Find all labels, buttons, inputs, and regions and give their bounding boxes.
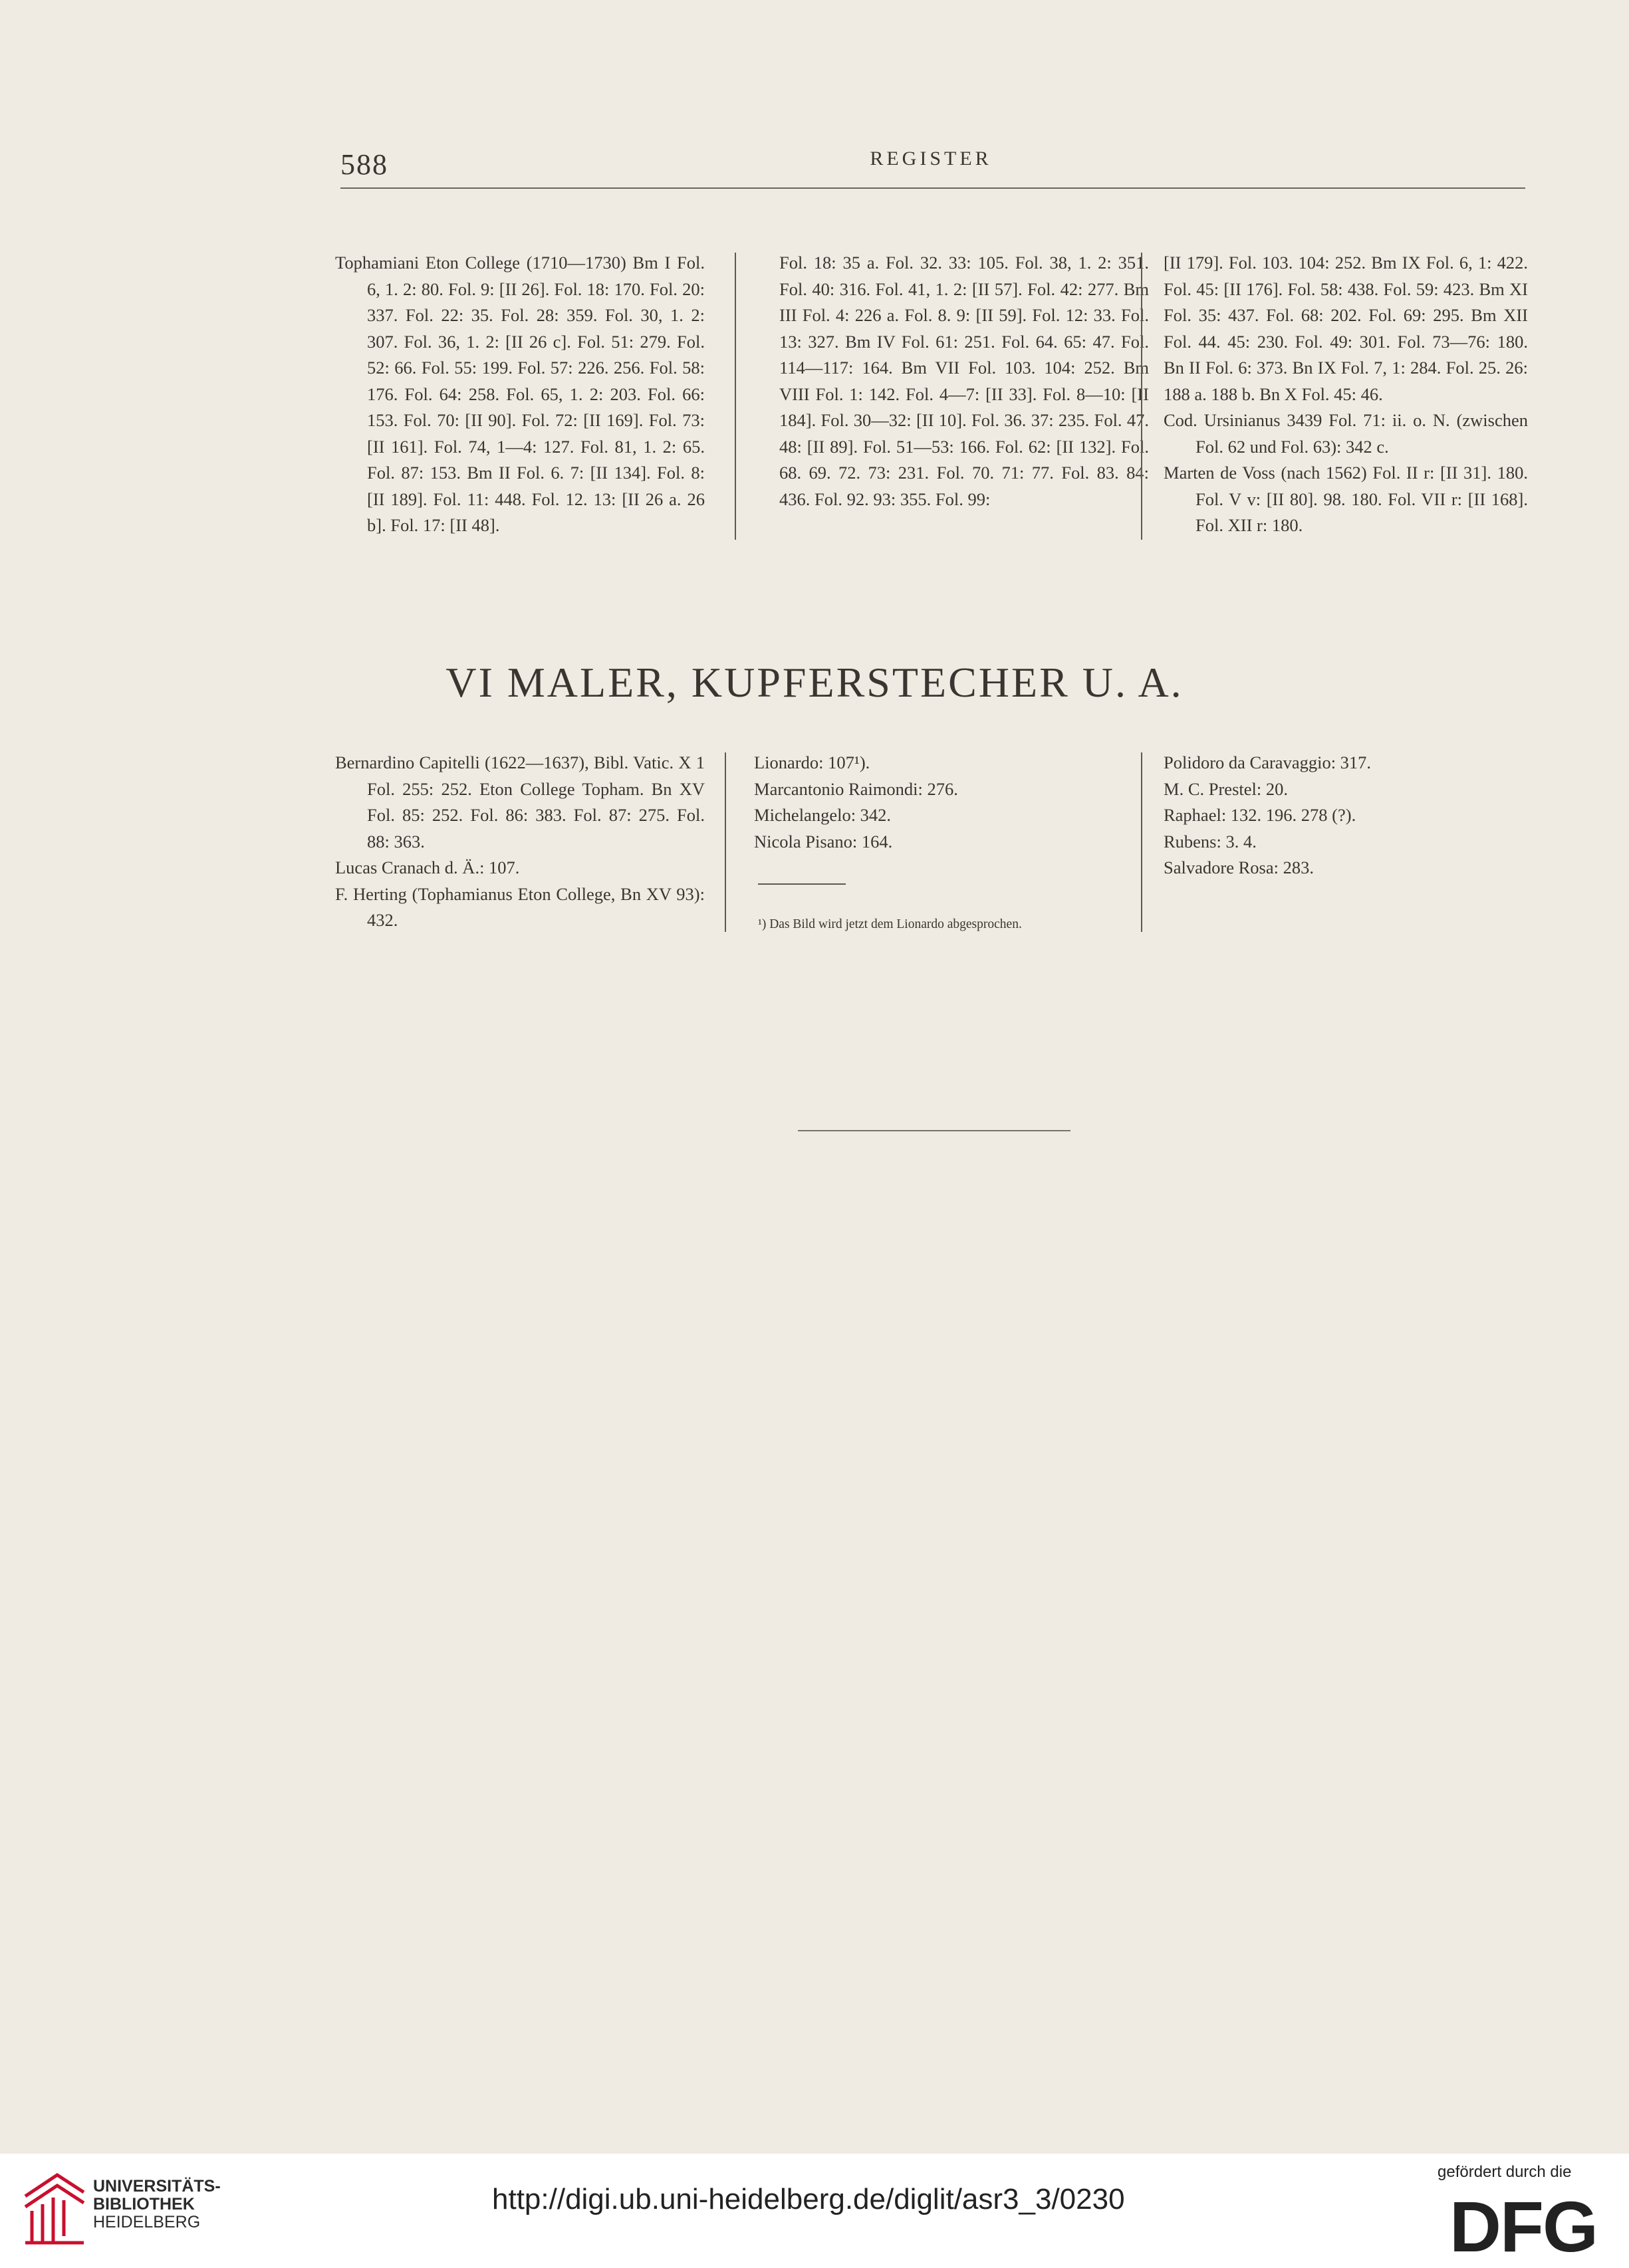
end-rule bbox=[798, 1130, 1070, 1131]
register-entry: Tophamiani Eton College (1710—1730) Bm I Fol. 6, 1. 2: 80. Fol. 9: [II 26]. Fol. 18: 170. Fol. 20: 337. Fol. 22: 35. Fol. 28: 359. Fol. 30, 1. 2: 307. Fol. 36, 1. 2: [II 26 c]. Fol. 51: 279. Fol. 52: 66. Fol. 55: 199. Fol. 57: 226. 256. Fol. 58: 176. Fol. 64: 258. Fol. 65, 1. 2: 203. Fol. 66: 153. Fol. 70: [II 90]. Fol. 72: [II 169]. Fol. 73: [II 161]. Fol. 74, 1—4: 127. Fol. 81, 1. 2: 65. Fol. 87: 153. Bm II Fol. 6. 7: [II 134]. Fol. 8: [II 189]. Fol. 11: 448. Fol. 12. 13: [II 26 a. 26 b]. Fol. 17: [II 48]. bbox=[335, 253, 705, 535]
register-entry: [II 179]. Fol. 103. 104: 252. Bm IX Fol. 6, 1: 422. Fol. 45: [II 176]. Fol. 58: 438. Fol. 59: 423. Bm XI Fol. 35: 437. Fol. 68: 202. Fol. 69: 295. Bm XII Fol. 44. 45: 230. Fol. 49: 301. Fol. 73—76: 180. Bn II Fol. 6: 373. Bn IX Fol. 7, 1: 284. Fol. 25. 26: 188 a. 188 b. Bn X Fol. 45: 46. bbox=[1164, 253, 1528, 404]
header-rule bbox=[340, 187, 1525, 189]
digital-library-url[interactable]: http://digi.ub.uni-heidelberg.de/diglit/asr3_3/0230 bbox=[492, 2183, 1125, 2215]
artist-column-1 bbox=[335, 750, 705, 934]
artist-entry: Polidoro da Caravaggio: 317. bbox=[1164, 752, 1372, 772]
artist-entry: Michelangelo: 342. bbox=[754, 805, 892, 825]
library-name: UNIVERSITÄTS- BIBLIOTHEK HEIDELBERG bbox=[93, 2177, 221, 2231]
artist-entry: Nicola Pisano: 164. bbox=[754, 831, 893, 851]
register-entry: Marten de Voss (nach 1562) Fol. II r: [II 31]. 180. Fol. V v: [II 80]. 98. 180. Fol. VII r: [II 168]. Fol. XII r: 180. bbox=[1164, 463, 1528, 535]
column-divider bbox=[1141, 752, 1142, 932]
artist-entry: Lucas Cranach d. Ä.: 107. bbox=[335, 857, 520, 877]
register-column-2 bbox=[779, 250, 1149, 512]
funding-note: gefördert durch die bbox=[1438, 2163, 1572, 2181]
artist-entry: Bernardino Capitelli (1622—1637), Bibl. Vatic. X 1 Fol. 255: 252. Eton College Topham. Bn XV Fol. 85: 252. Fol. 86: 383. Fol. 87: 275. Fol. 88: 363. bbox=[335, 752, 705, 851]
register-column-3 bbox=[1164, 250, 1528, 539]
column-divider bbox=[735, 253, 736, 540]
running-head: REGISTER bbox=[870, 148, 992, 170]
column-divider bbox=[725, 752, 726, 932]
artist-entry: Rubens: 3. 4. bbox=[1164, 831, 1257, 851]
footnote: ¹) Das Bild wird jetzt dem Lionardo abgesprochen. bbox=[758, 917, 1022, 931]
university-library-logo-icon bbox=[20, 2170, 89, 2247]
section-heading: VI MALER, KUPFERSTECHER U. A. bbox=[445, 659, 1184, 706]
artist-entry: Salvadore Rosa: 283. bbox=[1164, 857, 1314, 877]
footnote-rule bbox=[758, 883, 846, 885]
artist-column-3 bbox=[1164, 750, 1528, 881]
artist-entry: Marcantonio Raimondi: 276. bbox=[754, 778, 958, 799]
artist-entry: M. C. Prestel: 20. bbox=[1164, 778, 1288, 799]
page-number: 588 bbox=[340, 148, 388, 181]
footer-bar bbox=[0, 2154, 1629, 2268]
register-entry: Cod. Ursinianus 3439 Fol. 71: ii. o. N. (zwischen Fol. 62 und Fol. 63): 342 c. bbox=[1164, 410, 1528, 457]
artist-entry: F. Herting (Tophamianus Eton College, Bn XV 93): 432. bbox=[335, 883, 705, 930]
dfg-logo: DFG bbox=[1449, 2186, 1597, 2267]
column-divider bbox=[1141, 253, 1142, 540]
artist-column-2 bbox=[754, 750, 1124, 855]
artist-entry: Raphael: 132. 196. 278 (?). bbox=[1164, 805, 1356, 825]
artist-entry: Lionardo: 107¹). bbox=[754, 752, 870, 772]
register-column-1 bbox=[335, 250, 705, 539]
register-entry: Fol. 18: 35 a. Fol. 32. 33: 105. Fol. 38, 1. 2: 351. Fol. 40: 316. Fol. 41, 1. 2: [II 57]. Fol. 42: 277. Bm III Fol. 4: 226 a. Fol. 8. 9: [II 59]. Fol. 12: 33. Fol. 13: 327. Bm IV Fol. 61: 251. Fol. 64. 65: 47. Fol. 114—117: 164. Bm VII Fol. 103. 104: 252. Bm VIII Fol. 1: 142. Fol. 4—7: [II 33]. Fol. 8—10: [II 184]. Fol. 30—32: [II 10]. Fol. 36. 37: 235. Fol. 47. 48: [II 89]. Fol. 51—53: 166. Fol. 62: [II 132]. Fol. 68. 69. 72. 73: 231. Fol. 70. 71: 77. Fol. 83. 84: 436. Fol. 92. 93: 355. Fol. 99: bbox=[779, 253, 1149, 509]
